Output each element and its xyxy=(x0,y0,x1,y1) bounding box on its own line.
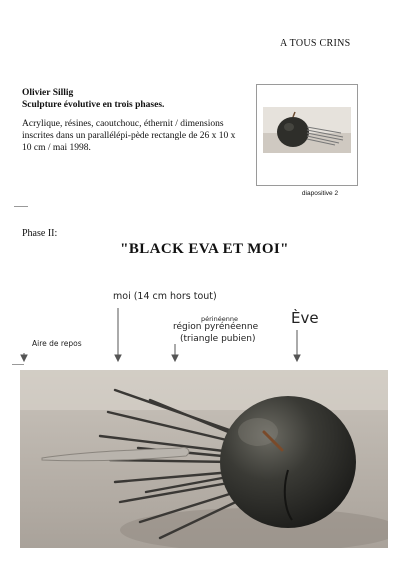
page-title: "BLACK EVA ET MOI" xyxy=(120,241,289,257)
slide-frame xyxy=(256,84,358,186)
slide-photo xyxy=(263,107,351,153)
annotation-arrows xyxy=(0,300,409,370)
annotation-eve: Ève xyxy=(291,309,319,327)
margin-mark xyxy=(14,206,28,207)
annotation-aire: Aire de repos xyxy=(32,339,82,348)
annotation-moi: moi (14 cm hors tout) xyxy=(113,291,217,302)
phase-label: Phase II: xyxy=(22,228,58,239)
margin-mark-2 xyxy=(12,364,24,365)
annotation-region: région pyrénéenne xyxy=(173,322,259,332)
slide-caption: diapositive 2 xyxy=(301,190,339,197)
author-name: Olivier Sillig xyxy=(22,88,74,98)
annotation-triangle: (triangle pubien) xyxy=(180,334,256,344)
sculpture-photo xyxy=(20,370,388,548)
header-title: A TOUS CRINS xyxy=(280,38,351,49)
author-block xyxy=(22,87,164,111)
annotation-perineenne: périnéenne xyxy=(201,315,238,323)
work-description: Acrylique, résines, caoutchouc, éthernit / dimensions inscrites dans un parallélépi-pède rectangle de 26 x 10 x 10 cm / mai 1998. xyxy=(22,119,236,153)
work-subtitle: Sculpture évolutive en trois phases. xyxy=(22,100,165,110)
